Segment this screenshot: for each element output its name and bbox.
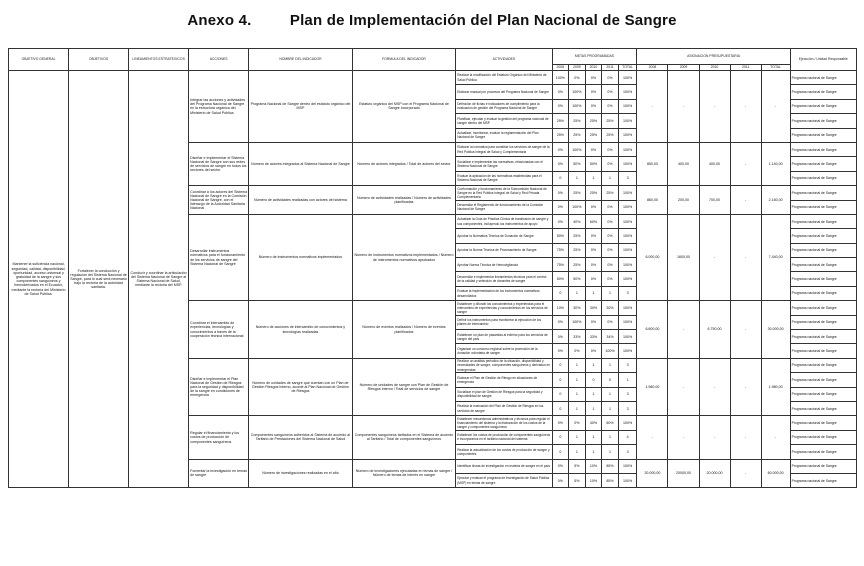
meta-cell: 25% <box>585 128 602 142</box>
meta-cell: 1 <box>569 358 586 372</box>
meta-cell: 50% <box>552 229 569 243</box>
asignacion-cell: 6.750,00 <box>699 301 730 359</box>
responsable-cell: Programa nacional de Sangre <box>790 473 856 487</box>
actividad-cell: Evaluar la aplicación de las normativas establecidas para el Sistema Nacional de Sangre <box>456 171 552 185</box>
responsable-cell: Programa nacional de Sangre <box>790 229 856 243</box>
actividad-cell: Realizar la evaluación del Plan de Gestión de Riesgos en los servicios de sangre <box>456 401 552 415</box>
meta-cell: 25% <box>585 186 602 200</box>
meta-cell: 0% <box>552 157 569 171</box>
meta-cell: 85% <box>602 473 619 487</box>
indicador-cell: Número de unidades de sangre que cuentan con un Plan de Gestión Riesgos Interno, acorde al Plan Nacional de Gestión de Riesgos <box>249 358 353 416</box>
meta-cell: 10% <box>552 301 569 315</box>
meta-cell: 100% <box>618 243 637 257</box>
meta-cell: 1 <box>585 286 602 300</box>
asignacion-cell: - <box>730 142 761 185</box>
accion-cell: Regular el financiamiento y los costos de producción de componentes sanguíneos <box>189 416 249 459</box>
responsable-cell: Programa nacional de Sangre <box>790 430 856 444</box>
meta-cell: 1 <box>602 445 619 459</box>
actividad-cell: Planificar, ejecutar y evaluar la gestión del programa nacional de sangre dentro del MSP <box>456 114 552 128</box>
meta-cell: 0% <box>552 99 569 113</box>
meta-cell: 100% <box>618 200 637 214</box>
responsable-cell: Programa nacional de Sangre <box>790 214 856 228</box>
actividad-cell: Socializar e implementar las normativas, relacionadas con el Sistema Nacional de Sangre <box>456 157 552 171</box>
meta-cell: 1 <box>569 373 586 387</box>
asignacion-cell: 400,00 <box>699 142 730 185</box>
meta-cell: 0% <box>585 200 602 214</box>
asignacion-cell: 20.000,00 <box>637 459 668 488</box>
asignacion-cell: 60.000,00 <box>761 459 790 488</box>
meta-cell: 1 <box>569 401 586 415</box>
meta-cell: 50% <box>569 157 586 171</box>
meta-cell: 30% <box>602 301 619 315</box>
annex-label: Anexo 4. <box>187 12 252 29</box>
meta-cell: 100% <box>618 85 637 99</box>
meta-cell: 25% <box>602 186 619 200</box>
asig-year: 2008 <box>637 65 668 71</box>
meta-cell: 0% <box>602 85 619 99</box>
actividad-cell: Actualizar la Guía de Práctica Clínica de transfusión de sangre y sus componentes, incluyendo los instrumentos de apoyo <box>456 214 552 228</box>
responsable-cell: Programa nacional de Sangre <box>790 186 856 200</box>
meta-cell: 25% <box>569 229 586 243</box>
actividad-cell: Evaluar la implementación de los instrumentos normativos desarrollados <box>456 286 552 300</box>
objetivo-cell: Fortalecer la conducción y regulación del Sistema Nacional de Sangre, para lo cual será necesario bajo la rectoría de la autoridad sanitaria. <box>69 71 129 488</box>
formula-cell: Número de eventos realizados / Número de eventos planificados <box>352 301 456 359</box>
actividad-cell: Realizar la actualización de los costos de producción de sangre y componentes <box>456 445 552 459</box>
meta-cell: 85% <box>602 459 619 473</box>
responsable-cell: Programa nacional de Sangre <box>790 459 856 473</box>
plan-title: Plan de Implementación del Plan Nacional de Sangre <box>289 12 677 29</box>
meta-cell: 0% <box>602 99 619 113</box>
asignacion-cell: - <box>699 358 730 416</box>
asignacion-cell: 2.160,00 <box>761 186 790 215</box>
meta-cell: 3 <box>618 387 637 401</box>
responsable-cell: Programa nacional de Sangre <box>790 358 856 372</box>
meta-cell: 0% <box>569 71 586 85</box>
header-ejecucion: Ejecución / Unidad Responsable <box>790 49 856 71</box>
actividad-cell: Establecer mecanismos administrativos y técnicos para regular el financiamiento del sistema y la elaboración de los costos de la sangre y componentes sanguíneos <box>456 416 552 430</box>
meta-cell: 0 <box>602 373 619 387</box>
meta-cell: 0% <box>552 214 569 228</box>
meta-cell: 0% <box>552 473 569 487</box>
header-nombre-indicador: NOMBRE DEL INDICADOR <box>249 49 353 71</box>
accion-cell: Desarrollar instrumentos normativos para el funcionamiento de los servicios de sangre del Sistema Nacional de Sangre <box>189 214 249 300</box>
meta-cell: 0% <box>585 344 602 358</box>
asignacion-cell: 200,00 <box>668 186 699 215</box>
meta-cell: 40% <box>569 214 586 228</box>
meta-cell: 0 <box>552 358 569 372</box>
formula-cell: Número de unidades de sangre con Plan de Gestión de Riesgos Interno / Total de servicios de sangre <box>352 358 456 416</box>
asignacion-cell: 1.980,00 <box>761 358 790 416</box>
indicador-cell: Número de actividades realizadas con actores del sistema <box>249 186 353 215</box>
actividad-cell: Definición de fichas e indicadores de cumplimiento para la evaluación de gestión del Programa Nacional de Sangre <box>456 99 552 113</box>
asig-year: TOTAL <box>761 65 790 71</box>
header-objetivos: OBJETIVOS <box>69 49 129 71</box>
asignacion-cell: 1600,00 <box>668 214 699 300</box>
indicador-cell: Número de actores integrados al Sistema Nacional de Sangre <box>249 142 353 185</box>
indicador-cell: Programa Nacional de Sangre dentro del estatuto orgánico del MSP <box>249 71 353 143</box>
asignacion-cell: - <box>730 186 761 215</box>
accion-cell: Diseñar e Implementar el Sistema Nacional de Sangre con sus redes de servicios de sangre en todos los sectores del sector <box>189 142 249 185</box>
responsable-cell: Programa nacional de Sangre <box>790 171 856 185</box>
meta-cell: 0% <box>585 85 602 99</box>
asignacion-cell: - <box>699 214 730 300</box>
responsable-cell: Programa nacional de Sangre <box>790 99 856 113</box>
meta-cell: 3 <box>618 358 637 372</box>
responsable-cell: Programa nacional de Sangre <box>790 128 856 142</box>
responsable-cell: Programa nacional de Sangre <box>790 301 856 315</box>
metas-year: 2009 <box>569 65 586 71</box>
responsable-cell: Programa nacional de Sangre <box>790 243 856 257</box>
asignacion-cell: - <box>668 416 699 459</box>
asignacion-cell: 700,00 <box>699 186 730 215</box>
meta-cell: 1 <box>602 358 619 372</box>
meta-cell: 100% <box>569 85 586 99</box>
header-asignacion: ASIGNACION PRESUPUESTARIA <box>637 49 790 65</box>
meta-cell: 100% <box>618 114 637 128</box>
meta-cell: 1 <box>585 358 602 372</box>
responsable-cell: Programa nacional de Sangre <box>790 387 856 401</box>
meta-cell: 5% <box>569 473 586 487</box>
meta-cell: 25% <box>569 258 586 272</box>
asignacion-cell: 6.000,00 <box>637 214 668 300</box>
meta-cell: 0% <box>602 71 619 85</box>
asignacion-cell: - <box>761 71 790 143</box>
meta-cell: 50% <box>552 272 569 286</box>
meta-cell: 0% <box>552 315 569 329</box>
meta-cell: 0% <box>602 258 619 272</box>
meta-cell: 100% <box>569 200 586 214</box>
meta-cell: 0% <box>552 200 569 214</box>
meta-cell: 0% <box>569 344 586 358</box>
meta-cell: 3 <box>618 401 637 415</box>
actividad-cell: Aprobar la Norma Técnica de Procesamiento de Sangre <box>456 243 552 257</box>
responsable-cell: Programa nacional de Sangre <box>790 85 856 99</box>
meta-cell: 100% <box>618 71 637 85</box>
asig-year: 2011 <box>730 65 761 71</box>
meta-cell: 0 <box>552 286 569 300</box>
formula-cell: Número de instrumentos normativos implementados / Número de instrumentos normativos aprobados <box>352 214 456 300</box>
meta-cell: 100% <box>618 301 637 315</box>
meta-cell: 0% <box>602 272 619 286</box>
responsable-cell: Programa nacional de Sangre <box>790 142 856 156</box>
meta-cell: 1 <box>569 430 586 444</box>
meta-cell: 0% <box>602 229 619 243</box>
meta-cell: 100% <box>618 330 637 344</box>
responsable-cell: Programa nacional de Sangre <box>790 71 856 85</box>
metas-year: 2010 <box>585 65 602 71</box>
meta-cell: 100% <box>618 315 637 329</box>
formula-cell: Componentes sanguíneos tarifados en el Sistema de acuerdo al Tarifario / Total de componentes sanguíneos <box>352 416 456 459</box>
asignacion-cell: - <box>730 416 761 459</box>
responsable-cell: Programa nacional de Sangre <box>790 157 856 171</box>
meta-cell: 0% <box>585 315 602 329</box>
meta-cell: 0% <box>569 416 586 430</box>
asignacion-cell: 20000,00 <box>668 459 699 488</box>
meta-cell: 50% <box>585 157 602 171</box>
responsable-cell: Programa nacional de Sangre <box>790 330 856 344</box>
asignacion-cell: - <box>668 358 699 416</box>
meta-cell: 1 <box>585 445 602 459</box>
actividad-cell: Actualizar, monitorear, evaluar la reglamentación del Plan Nacional de Sangre <box>456 128 552 142</box>
meta-cell: 25% <box>602 128 619 142</box>
asignacion-cell: - <box>761 416 790 459</box>
header-metas: METAS PROGRAMADAS <box>552 49 637 65</box>
asignacion-cell: - <box>730 214 761 300</box>
meta-cell: 25% <box>569 128 586 142</box>
meta-cell: 1 <box>569 387 586 401</box>
actividad-cell: Ejecutar y evaluar el programa de investigación de Salud Pública (MSP) en temas de sangre <box>456 473 552 487</box>
meta-cell: 1 <box>602 387 619 401</box>
meta-cell: 100% <box>569 315 586 329</box>
header-actividades: ACTIVIDADES <box>456 49 552 71</box>
meta-cell: 100% <box>618 229 637 243</box>
actividad-cell: Establecer y difundir los conocimientos y experiencias para el intercambio de experiencias y conocimientos en los servicios de sangre <box>456 301 552 315</box>
meta-cell: 1 <box>585 430 602 444</box>
header-objetivo-general: OBJETIVO GENERAL <box>9 49 69 71</box>
meta-cell: 25% <box>602 114 619 128</box>
metas-year: 2008 <box>552 65 569 71</box>
asignacion-cell: 7.440,00 <box>761 214 790 300</box>
meta-cell: 25% <box>569 186 586 200</box>
meta-cell: 0% <box>602 315 619 329</box>
actividad-cell: Conformación y funcionamiento de la Subcomisión Nacional de Sangre en la Red Pública Integral de Salud y Red Privada Complementaria <box>456 186 552 200</box>
meta-cell: 0% <box>585 99 602 113</box>
meta-cell: 0% <box>552 142 569 156</box>
asignacion-cell: 860,00 <box>637 186 668 215</box>
meta-cell: 25% <box>569 243 586 257</box>
actividad-cell: Realizar un análisis periódico de la situación, disponibilidad y necesidades de sangre, componentes sanguíneos y derivados en emergencias <box>457 359 551 372</box>
table-row <box>9 71 857 85</box>
indicador-cell: Componentes sanguíneos adheridos al Sistema de acuerdo al Tarifario de Prestaciones del Sistema Nacional de Salud <box>249 416 353 459</box>
indicador-cell: Número de instrumentos normativos implementados <box>249 214 353 300</box>
meta-cell: 75% <box>552 243 569 257</box>
asignacion-cell: - <box>637 416 668 459</box>
asignacion-cell: 30.000,00 <box>761 301 790 359</box>
actividad-cell: Elaborar el Plan de Gestión de Riesgo en situaciones de emergencia <box>456 373 552 387</box>
meta-cell: 0 <box>552 401 569 415</box>
asig-year: 2009 <box>668 65 699 71</box>
meta-cell: 0% <box>602 214 619 228</box>
actividad-cell: Establecer un plan de pasantías al exterior para los servicios de sangre del país <box>456 330 552 344</box>
actividad-cell: Establecer los costos de producción de componentes sanguíneos e incorporarlos en el tarifario nacional del sistema <box>456 430 552 444</box>
meta-cell: 1 <box>602 430 619 444</box>
meta-cell: 0% <box>585 243 602 257</box>
asignacion-cell: 1.980,00 <box>637 358 668 416</box>
meta-cell: 40% <box>585 416 602 430</box>
meta-cell: 0% <box>602 157 619 171</box>
meta-cell: 1 <box>569 445 586 459</box>
actividad-cell: Definir los instrumentos para monitorear la ejecución de los planes de intercambio <box>456 315 552 329</box>
actividad-cell: Identificar líneas de investigación en materia de sangre en el país <box>456 459 552 473</box>
formula-cell: Número de investigaciones ejecutadas en temas de sangre / Número de temas de interés en sangre <box>352 459 456 488</box>
asignacion-cell: - <box>668 301 699 359</box>
accion-cell: Coordinar a los actores del Sistema Nacional de Sangre en la Comisión Nacional de Sangre, con el liderazgo de la Autoridad Sanitaria Nacional <box>189 186 249 215</box>
accion-cell: Diseñar e implementar el Plan Nacional de Gestión de Riesgos para la seguridad y disponibilidad de la sangre en condiciones de emergencia <box>189 358 249 416</box>
asignacion-cell: 6.600,00 <box>637 301 668 359</box>
asignacion-cell: - <box>668 71 699 143</box>
meta-cell: 0% <box>552 330 569 344</box>
formula-cell: Número de actores integrados / Total de actores del sector <box>352 142 456 185</box>
meta-cell: 100% <box>618 272 637 286</box>
meta-cell: 100% <box>569 142 586 156</box>
meta-cell: 30% <box>569 301 586 315</box>
meta-cell: 1 <box>585 387 602 401</box>
responsable-cell: Programa nacional de Sangre <box>790 373 856 387</box>
meta-cell: 25% <box>585 114 602 128</box>
asignacion-cell: - <box>730 71 761 143</box>
meta-cell: 100% <box>602 344 619 358</box>
asignacion-cell: 850,00 <box>637 142 668 185</box>
actividad-cell: Desarrollar el Reglamento de funcionamiento de la Comisión Nacional de Sangre <box>456 200 552 214</box>
asignacion-cell: 1.140,00 <box>761 142 790 185</box>
meta-cell: 0 <box>552 445 569 459</box>
accion-cell: Fomentar la investigación en temas de sangre <box>189 459 249 488</box>
responsable-cell: Programa nacional de Sangre <box>790 416 856 430</box>
formula-cell: Estatuto orgánico del MSP con el Programa Nacional de Sangre incorporado <box>352 71 456 143</box>
meta-cell: 3 <box>618 445 637 459</box>
meta-cell: 4 <box>618 430 637 444</box>
meta-cell: 60% <box>602 416 619 430</box>
meta-cell: 100% <box>552 71 569 85</box>
meta-cell: 1 <box>585 401 602 415</box>
actividad-cell: Aprobar la Normativa Técnica de Donación de Sangre <box>456 229 552 243</box>
meta-cell: 33% <box>585 330 602 344</box>
meta-cell: 0% <box>552 85 569 99</box>
meta-cell: 1 <box>602 401 619 415</box>
actividad-cell: Aprobar Norma Técnica de Hemovigilancia <box>456 258 552 272</box>
responsable-cell: Programa nacional de Sangre <box>790 344 856 358</box>
meta-cell: 10% <box>585 459 602 473</box>
meta-cell: 1 <box>569 286 586 300</box>
meta-cell: 100% <box>618 128 637 142</box>
meta-cell: 34% <box>602 330 619 344</box>
meta-cell: 10% <box>585 473 602 487</box>
meta-cell: 25% <box>552 128 569 142</box>
meta-cell: 1 <box>602 286 619 300</box>
meta-cell: 0% <box>585 229 602 243</box>
responsable-cell: Programa nacional de Sangre <box>790 200 856 214</box>
asignacion-cell: - <box>637 71 668 143</box>
lineamiento-cell: Conducir y coordinar la articulación del Sistema Nacional de Sangre al Sistema Nacional de Salud, mediante la rectoría del MSP. <box>129 71 189 488</box>
objetivo-general-cell: Mantener la suficiencia nacional, seguridad, calidad, disponibilidad, oportunidad, acceso universal y gratuidad de la sangre y sus componentes sanguíneos y hemoderivados en el Ecuador, mediante la rectoría del Ministerio de Salud Pública. <box>9 71 69 488</box>
actividad-cell: Organizar un concurso regional sobre la promoción de la donación voluntaria de sangre <box>456 344 552 358</box>
header-acciones: ACCIONES <box>189 49 249 71</box>
indicador-cell: Número de investigaciones realizadas en el año <box>249 459 353 488</box>
meta-cell: 0% <box>552 344 569 358</box>
asignacion-cell: - <box>730 459 761 488</box>
meta-cell: 100% <box>618 99 637 113</box>
actividad-cell: Elaborar manual por procesos del Programa Nacional de Sangre <box>456 85 552 99</box>
meta-cell: 0% <box>585 258 602 272</box>
responsable-cell: Programa nacional de Sangre <box>790 114 856 128</box>
meta-cell: 3 <box>618 286 637 300</box>
meta-cell: 0 <box>585 373 602 387</box>
meta-cell: 3 <box>618 171 637 185</box>
accion-cell: Integrar las acciones y actividades del Programa Nacional de Sangre en la estructura orgánica del Ministerio de Salud Pública. <box>189 71 249 143</box>
meta-cell: 0% <box>585 71 602 85</box>
meta-cell: 1 <box>602 171 619 185</box>
meta-cell: 25% <box>552 114 569 128</box>
meta-cell: 33% <box>569 330 586 344</box>
meta-cell: 0% <box>552 459 569 473</box>
meta-cell: 0% <box>585 272 602 286</box>
meta-cell: 25% <box>569 114 586 128</box>
asignacion-cell: - <box>699 416 730 459</box>
meta-cell: 50% <box>569 272 586 286</box>
meta-cell: 100% <box>618 142 637 156</box>
actividad-cell: Elaborar la normativa para constituir los servicios de sangre de la Red Pública Integral de Salud y Complementaria <box>456 142 552 156</box>
actividad-cell: Desarrollar e implementar lineamientos técnicos para el control de la calidad y selección de donantes de sangre <box>456 272 552 286</box>
responsable-cell: Programa nacional de Sangre <box>790 286 856 300</box>
document-title <box>0 12 864 29</box>
meta-cell: 1 <box>569 171 586 185</box>
metas-year: 2011 <box>602 65 619 71</box>
meta-cell: 100% <box>618 258 637 272</box>
meta-cell: 30% <box>585 301 602 315</box>
responsable-cell: Programa nacional de Sangre <box>790 315 856 329</box>
meta-cell: 1 <box>585 171 602 185</box>
meta-cell: 100% <box>569 99 586 113</box>
responsable-cell: Programa nacional de Sangre <box>790 445 856 459</box>
meta-cell: 0 <box>552 387 569 401</box>
meta-cell: 100% <box>618 157 637 171</box>
indicador-cell: Número de acciones de intercambio de conocimientos y tecnologías realizadas <box>249 301 353 359</box>
meta-cell: 0% <box>602 142 619 156</box>
asignacion-cell: 20.000,00 <box>699 459 730 488</box>
asignacion-cell: - <box>730 358 761 416</box>
meta-cell: 100% <box>618 473 637 487</box>
meta-cell: 60% <box>585 214 602 228</box>
meta-cell: 0% <box>602 200 619 214</box>
responsable-cell: Programa nacional de Sangre <box>790 258 856 272</box>
meta-cell: 100% <box>618 416 637 430</box>
formula-cell: Número de actividades realizadas / Número de actividades planificadas <box>352 186 456 215</box>
meta-cell: 100% <box>618 186 637 200</box>
meta-cell: 0 <box>552 171 569 185</box>
asignacion-cell: 400,00 <box>668 142 699 185</box>
meta-cell: 100% <box>618 214 637 228</box>
meta-cell: 100% <box>618 459 637 473</box>
implementation-table <box>8 48 857 488</box>
asignacion-cell: - <box>730 301 761 359</box>
asignacion-cell: - <box>699 71 730 143</box>
header-lineamientos: LINEAMIENTOS ESTRATEGICOS <box>129 49 189 71</box>
responsable-cell: Programa nacional de Sangre <box>790 272 856 286</box>
actividad-cell: Realizar la modificación del Estatuto Orgánico del Ministerio de Salud Pública <box>456 71 552 85</box>
meta-cell: 1 <box>618 373 637 387</box>
meta-cell: 0% <box>585 142 602 156</box>
asig-year: 2010 <box>699 65 730 71</box>
meta-cell: 0% <box>602 243 619 257</box>
meta-cell: 0 <box>552 373 569 387</box>
meta-cell: 0% <box>552 416 569 430</box>
meta-cell: 100% <box>618 344 637 358</box>
header-formula-indicador: FORMULA DEL INDICADOR <box>352 49 456 71</box>
meta-cell: 75% <box>552 258 569 272</box>
meta-cell: 0% <box>552 186 569 200</box>
metas-year: TOTAL <box>618 65 637 71</box>
meta-cell: 0 <box>552 430 569 444</box>
accion-cell: Coordinar el intercambio de experiencias, tecnologías y conocimientos a través de la cooperación técnica internacional <box>189 301 249 359</box>
meta-cell: 5% <box>569 459 586 473</box>
actividad-cell: Socializar el plan de Gestión de Riesgos para la seguridad y disponibilidad de sangre <box>456 387 552 401</box>
responsable-cell: Programa nacional de Sangre <box>790 401 856 415</box>
